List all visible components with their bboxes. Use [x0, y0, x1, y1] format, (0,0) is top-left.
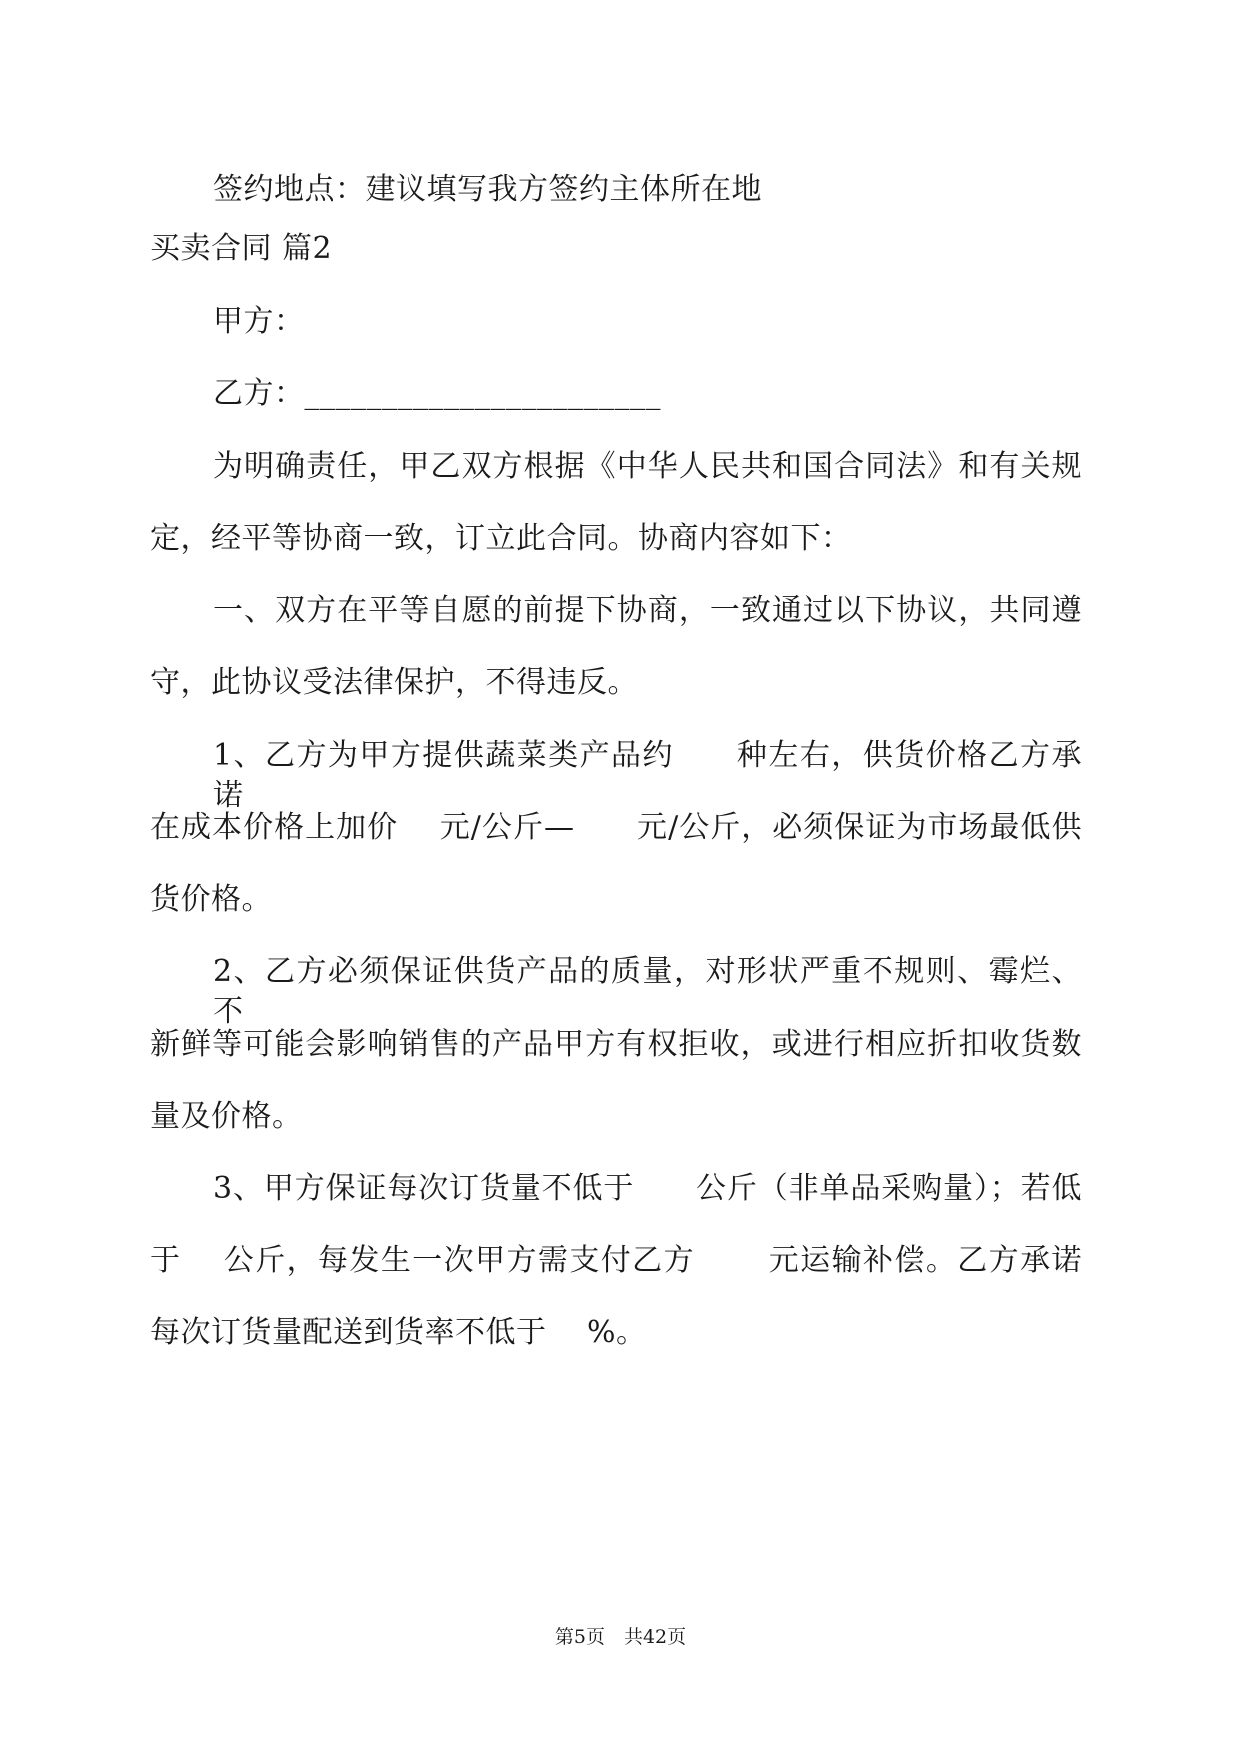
item-1-line-1: 1、乙方为甲方提供蔬菜类产品约 种左右，供货价格乙方承诺	[213, 738, 1082, 813]
preamble-line-1: 为明确责任，甲乙双方根据《中华人民共和国合同法》和有关规	[213, 449, 1082, 484]
preamble-line-2: 定，经平等协商一致，订立此合同。协商内容如下：	[150, 521, 852, 556]
party-a-line: 甲方：	[213, 304, 305, 339]
page-number-footer: 第5页 共42页	[554, 1626, 687, 1648]
item-2-line-3: 量及价格。	[150, 1099, 303, 1134]
item-3-line-2: 于 公斤，每发生一次甲方需支付乙方 元运输补偿。乙方承诺	[150, 1243, 1082, 1278]
section-heading: 买卖合同 篇2	[150, 231, 333, 266]
clause-1-line-1: 一、双方在平等自愿的前提下协商，一致通过以下协议，共同遵	[213, 593, 1082, 628]
item-1-line-3: 货价格。	[150, 882, 272, 917]
clause-1-line-2: 守，此协议受法律保护，不得违反。	[150, 665, 638, 700]
item-2-line-1: 2、乙方必须保证供货产品的质量，对形状严重不规则、霉烂、不	[213, 954, 1082, 1029]
item-2-line-2: 新鲜等可能会影响销售的产品甲方有权拒收，或进行相应折扣收货数	[150, 1027, 1082, 1062]
item-3-line-3: 每次订货量配送到货率不低于 %。	[150, 1315, 647, 1350]
signing-location-line: 签约地点：建议填写我方签约主体所在地	[213, 172, 762, 207]
item-3-line-1: 3、甲方保证每次订货量不低于 公斤（非单品采购量）；若低	[213, 1171, 1082, 1206]
item-1-line-2: 在成本价格上加价 元/公斤— 元/公斤，必须保证为市场最低供	[150, 810, 1082, 845]
party-b-line: 乙方：_______________________	[213, 376, 661, 411]
